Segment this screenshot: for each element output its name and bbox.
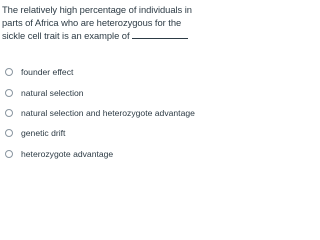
option-founder-effect[interactable] [0, 65, 200, 79]
option-natural-selection[interactable] [0, 86, 200, 100]
option-label: natural selection [21, 87, 84, 98]
radio-button[interactable] [5, 109, 13, 117]
radio-button[interactable] [5, 150, 13, 158]
answer-blank [132, 30, 188, 39]
question-text [2, 3, 198, 43]
option-heterozygote-advantage[interactable] [0, 147, 200, 161]
radio-button[interactable] [5, 68, 13, 76]
radio-button[interactable] [5, 89, 13, 97]
option-label: heterozygote advantage [21, 148, 114, 159]
option-label: genetic drift [21, 127, 66, 138]
option-label: natural selection and heterozygote advantage [21, 107, 195, 118]
option-natural-selection-and-heterozygote-advantage[interactable] [0, 106, 200, 120]
radio-button[interactable] [5, 129, 13, 137]
option-label: founder effect [21, 66, 74, 77]
option-genetic-drift[interactable] [0, 126, 200, 140]
question-prompt: The relatively high percentage of individuals in parts of Africa who are heterozygous for the sickle cell trait is an example of [2, 4, 192, 42]
